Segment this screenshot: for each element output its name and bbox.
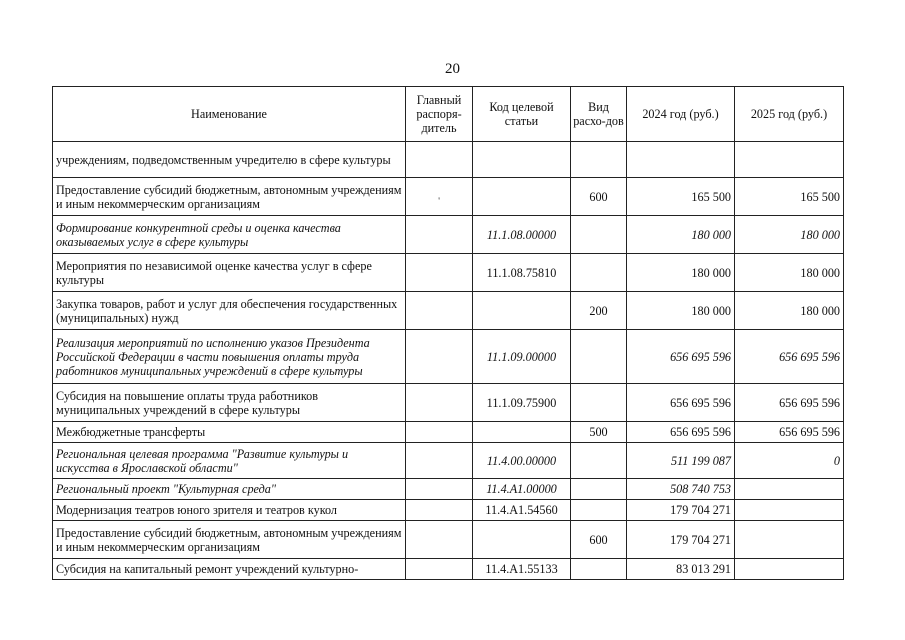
- cell-code: [473, 292, 571, 330]
- table-row: [53, 443, 844, 479]
- page-number: 20: [445, 61, 460, 77]
- cell-type: [571, 500, 627, 521]
- cell-type: [571, 254, 627, 292]
- table-row: [53, 216, 844, 254]
- cell-code: 11.1.09.75900: [473, 384, 571, 422]
- table-row: [53, 479, 844, 500]
- cell-2025: [735, 500, 844, 521]
- cell-admin: [406, 521, 473, 559]
- table-row: [53, 142, 844, 178]
- cell-code: 11.1.08.00000: [473, 216, 571, 254]
- table-row: [53, 330, 844, 384]
- cell-2025: 165 500: [735, 178, 844, 216]
- cell-2025: 656 695 596: [735, 384, 844, 422]
- table-row: [53, 178, 844, 216]
- cell-admin: [406, 292, 473, 330]
- cell-code: 11.4.A1.54560: [473, 500, 571, 521]
- cell-2025: [735, 479, 844, 500]
- cell-code: [473, 142, 571, 178]
- cell-type: [571, 384, 627, 422]
- cell-type: [571, 216, 627, 254]
- cell-2025: 656 695 596: [735, 422, 844, 443]
- cell-admin: [406, 500, 473, 521]
- cell-type: 600: [571, 521, 627, 559]
- cell-name: Мероприятия по независимой оценке качества услуг в сфере культуры: [53, 254, 406, 292]
- cell-2025: 180 000: [735, 216, 844, 254]
- cell-name: Закупка товаров, работ и услуг для обеспечения государственных (муниципальных) нужд: [53, 292, 406, 330]
- cell-name: Реализация мероприятий по исполнению указов Президента Российской Федерации в части повышения оплаты труда работников муниципальных учреждений в сфере культуры: [53, 330, 406, 384]
- table-row: [53, 292, 844, 330]
- table-row: [53, 559, 844, 580]
- cell-admin: [406, 330, 473, 384]
- cell-admin: [406, 178, 473, 216]
- cell-admin: [406, 384, 473, 422]
- cell-code: 11.4.00.00000: [473, 443, 571, 479]
- cell-2024: 180 000: [627, 254, 735, 292]
- cell-code: [473, 178, 571, 216]
- cell-2024: 656 695 596: [627, 384, 735, 422]
- cell-code: 11.4.A1.55133: [473, 559, 571, 580]
- cell-2025: 656 695 596: [735, 330, 844, 384]
- cell-code: 11.1.08.75810: [473, 254, 571, 292]
- cell-admin: [406, 422, 473, 443]
- cell-type: [571, 559, 627, 580]
- cell-type: 200: [571, 292, 627, 330]
- table-row: [53, 254, 844, 292]
- cell-2024: 83 013 291: [627, 559, 735, 580]
- cell-2025: 0: [735, 443, 844, 479]
- cell-2025: [735, 142, 844, 178]
- cell-code: [473, 521, 571, 559]
- header-2025: 2025 год (руб.): [735, 87, 844, 142]
- cell-2024: 656 695 596: [627, 422, 735, 443]
- cell-type: 600: [571, 178, 627, 216]
- stray-mark: ': [438, 196, 440, 206]
- cell-2025: [735, 521, 844, 559]
- cell-2025: 180 000: [735, 254, 844, 292]
- table-row: [53, 500, 844, 521]
- cell-name: Субсидия на капитальный ремонт учреждений культурно-: [53, 559, 406, 580]
- header-name: Наименование: [53, 87, 406, 142]
- cell-2025: 180 000: [735, 292, 844, 330]
- cell-type: [571, 330, 627, 384]
- cell-2024: 180 000: [627, 216, 735, 254]
- cell-name: Региональный проект "Культурная среда": [53, 479, 406, 500]
- cell-name: Модернизация театров юного зрителя и театров кукол: [53, 500, 406, 521]
- cell-admin: [406, 216, 473, 254]
- cell-name: Предоставление субсидий бюджетным, автономным учреждениям и иным некоммерческим организациям: [53, 521, 406, 559]
- cell-2024: 508 740 753: [627, 479, 735, 500]
- cell-name: Формирование конкурентной среды и оценка качества оказываемых услуг в сфере культуры: [53, 216, 406, 254]
- header-admin: Главный распоря-дитель: [406, 87, 473, 142]
- header-type: Вид расхо-дов: [571, 87, 627, 142]
- table-header-row: [53, 87, 844, 142]
- cell-type: [571, 479, 627, 500]
- cell-type: 500: [571, 422, 627, 443]
- header-2024: 2024 год (руб.): [627, 87, 735, 142]
- table-row: [53, 422, 844, 443]
- cell-admin: [406, 142, 473, 178]
- cell-2024: 179 704 271: [627, 521, 735, 559]
- cell-name: учреждениям, подведомственным учредителю в сфере культуры: [53, 142, 406, 178]
- cell-admin: [406, 559, 473, 580]
- cell-2024: 656 695 596: [627, 330, 735, 384]
- cell-type: [571, 443, 627, 479]
- cell-name: Региональная целевая программа "Развитие культуры и искусства в Ярославской области": [53, 443, 406, 479]
- header-code: Код целевой статьи: [473, 87, 571, 142]
- cell-2025: [735, 559, 844, 580]
- cell-name: Предоставление субсидий бюджетным, автономным учреждениям и иным некоммерческим организациям: [53, 178, 406, 216]
- cell-2024: 165 500: [627, 178, 735, 216]
- cell-name: Межбюджетные трансферты: [53, 422, 406, 443]
- cell-type: [571, 142, 627, 178]
- cell-admin: [406, 443, 473, 479]
- cell-admin: [406, 479, 473, 500]
- cell-name: Субсидия на повышение оплаты труда работников муниципальных учреждений в сфере культуры: [53, 384, 406, 422]
- cell-2024: [627, 142, 735, 178]
- cell-code: [473, 422, 571, 443]
- budget-table: [52, 86, 844, 580]
- table-row: [53, 384, 844, 422]
- cell-code: 11.4.A1.00000: [473, 479, 571, 500]
- cell-code: 11.1.09.00000: [473, 330, 571, 384]
- cell-admin: [406, 254, 473, 292]
- cell-2024: 180 000: [627, 292, 735, 330]
- table-row: [53, 521, 844, 559]
- cell-2024: 179 704 271: [627, 500, 735, 521]
- cell-2024: 511 199 087: [627, 443, 735, 479]
